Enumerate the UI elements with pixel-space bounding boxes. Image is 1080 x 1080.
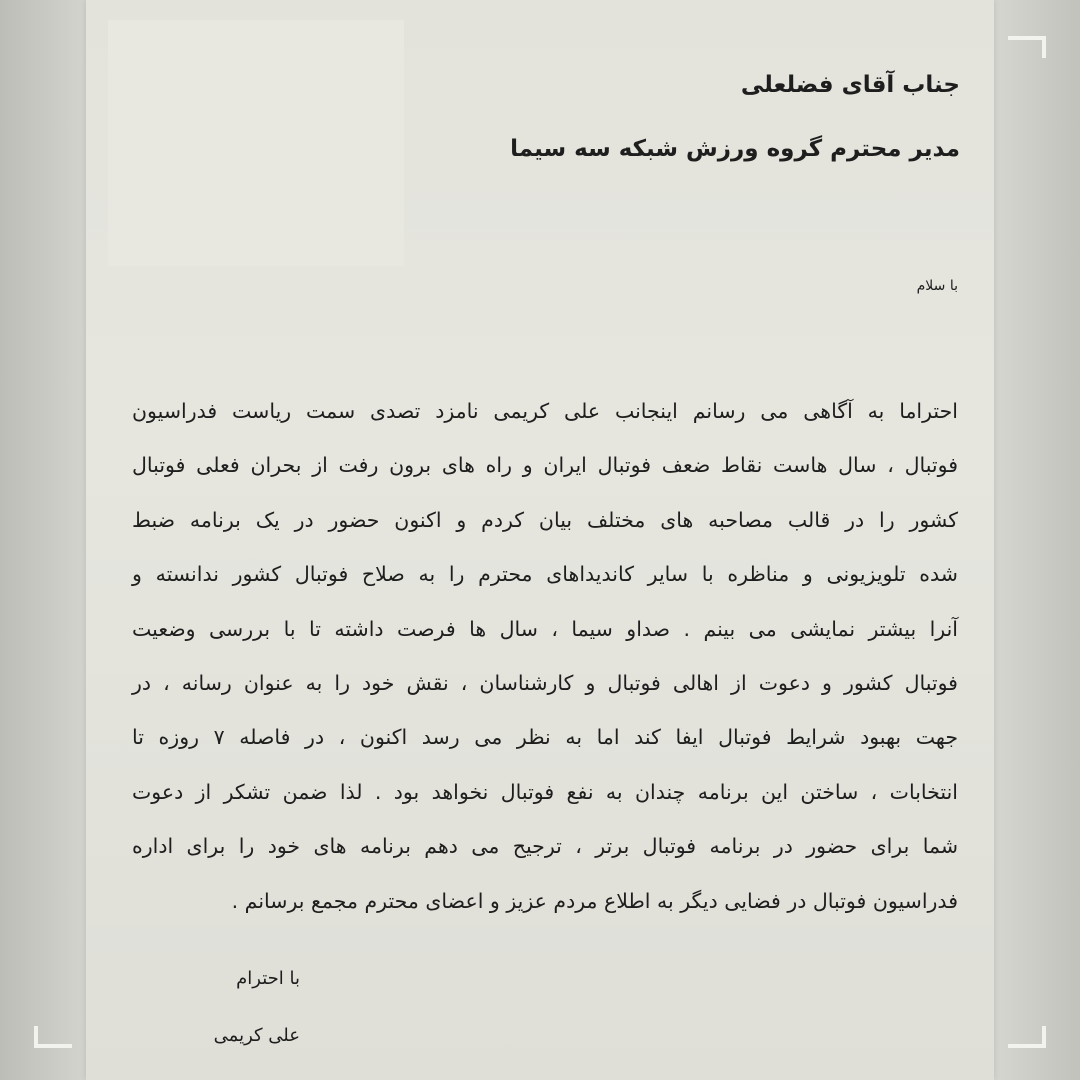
addressee-title: مدیر محترم گروه ورزش شبکه سه سیما xyxy=(510,136,960,162)
closing: با احترام xyxy=(236,968,300,989)
frame-corner-mark xyxy=(34,1026,72,1048)
body-line: آنرا بیشتر نمایشی می بینم . صداو سیما ، سال ها فرصت داشته تا با بررسی وضعیت xyxy=(132,616,958,641)
body-line: احتراما به آگاهی می رسانم اینجانب علی کریمی نامزد تصدی سمت ریاست فدراسیون xyxy=(132,399,958,423)
body-line: شده تلویزیونی و مناظره با سایر کاندیداهای محترم را به صلاح فوتبال کشور ندانسته و xyxy=(132,562,958,587)
greeting: با سلام xyxy=(916,278,958,294)
body-line: جهت بهبود شرایط فوتبال ایفا کند اما به نظر می رسد اکنون ، در فاصله ۷ روزه تا xyxy=(132,725,958,750)
body-line: فوتبال ، سال هاست نقاط ضعف فوتبال ایران و راه های برون رفت از بحران فعلی فوتبال xyxy=(132,453,958,478)
body-line: کشور را در قالب مصاحبه های مختلف بیان کردم و اکنون حضور در یک برنامه ضبط xyxy=(132,507,958,532)
body-line: شما برای حضور در برنامه فوتبال برتر ، ترجیح می دهم برنامه های خود را برای اداره xyxy=(132,834,958,859)
addressee: جناب آقای فضلعلی xyxy=(740,72,960,98)
frame-corner-mark xyxy=(1008,36,1046,58)
signature: علی کریمی xyxy=(213,1025,300,1046)
frame-corner-mark xyxy=(1008,1026,1046,1048)
letter-body xyxy=(132,384,958,928)
body-line: انتخابات ، ساختن این برنامه چندان به نفع فوتبال نخواهد بود . لذا ضمن تشکر از دعوت xyxy=(132,779,958,804)
body-line: فوتبال کشور و دعوت از اهالی فوتبال و کارشناسان ، نقش خود را به عنوان رسانه ، در xyxy=(132,671,958,696)
body-line: فدراسیون فوتبال در فضایی دیگر به اطلاع مردم عزیز و اعضای محترم مجمع برسانم . xyxy=(231,888,958,913)
